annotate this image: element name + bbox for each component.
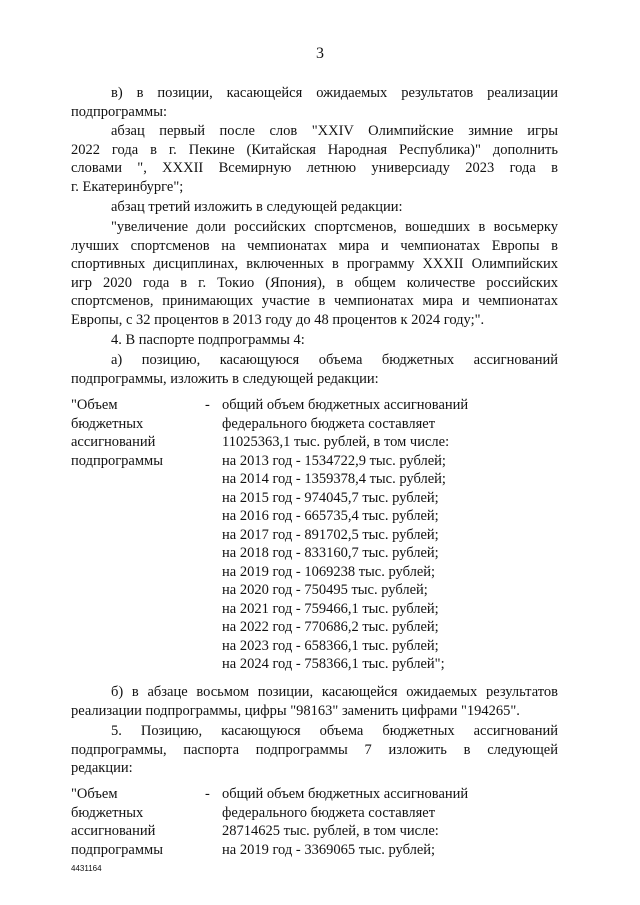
paragraph-first-line-4: г. Екатеринбурге"; (71, 178, 184, 195)
table2-value-line: федерального бюджета составляет (222, 804, 436, 821)
paragraph-b-line-2: реализации подпрограммы, цифры "98163" заменить цифрами "194265". (71, 702, 520, 719)
paragraph-b-line-1: б) в абзаце восьмом позиции, касающейся ожидаемых результатов (111, 684, 558, 700)
table2-label-line: подпрограммы (71, 841, 163, 858)
paragraph-first-line-3: словами ", XXXII Всемирную летнюю универсиаду 2023 года в (71, 160, 558, 176)
page-number: 3 (316, 45, 324, 62)
table2-label-line: ассигнований (71, 823, 156, 839)
table1-value-line: на 2013 год - 1534722,9 тыс. рублей; (222, 452, 446, 469)
table1-value-line: федерального бюджета составляет (222, 415, 436, 432)
paragraph-v-line-2: подпрограммы: (71, 103, 167, 120)
table2-label-line: "Объем (71, 786, 118, 802)
table1-value-line: на 2022 год - 770686,2 тыс. рублей; (222, 619, 439, 635)
quote-line-2: лучших спортсменов на чемпионатах мира и чемпионатах Европы в (71, 237, 558, 254)
paragraph-v-line-1: в) в позиции, касающейся ожидаемых результатов реализации (111, 85, 558, 101)
paragraph-first-line-2: 2022 года в г. Пекине (Китайская Народная Республика)" дополнить (71, 141, 558, 158)
table2-value-line: общий объем бюджетных ассигнований (222, 786, 469, 802)
table2-dash: - (205, 786, 210, 802)
table1-label-line: ассигнований (71, 434, 156, 450)
table1-value-line: на 2014 год - 1359378,4 тыс. рублей; (222, 471, 446, 487)
table1-label-line: бюджетных (71, 415, 144, 432)
paragraph-third-line-1: абзац третий изложить в следующей редакции: (111, 199, 403, 215)
quote-line-1: "увеличение доли российских спортсменов, вошедших в восьмерку (111, 219, 558, 235)
paragraph-a-line-1: а) позицию, касающуюся объема бюджетных ассигнований (111, 352, 558, 368)
table1-value-line: на 2018 год - 833160,7 тыс. рублей; (222, 545, 439, 561)
table1-value-line: на 2023 год - 658366,1 тыс. рублей; (222, 637, 439, 654)
table2-label-line: бюджетных (71, 804, 144, 821)
table1-value-line: на 2016 год - 665735,4 тыс. рублей; (222, 508, 439, 524)
paragraph-first-line-1: абзац первый после слов "XXIV Олимпийские зимние игры (111, 123, 558, 139)
table1-value-line: на 2017 год - 891702,5 тыс. рублей; (222, 526, 439, 543)
table1-label-line: "Объем (71, 397, 118, 413)
section-5-line-1: 5. Позицию, касающуюся объема бюджетных ассигнований (111, 723, 558, 739)
table1-value-line: 11025363,1 тыс. рублей, в том числе: (222, 434, 450, 450)
section-5-line-2: подпрограммы, паспорта подпрограммы 7 изложить в следующей (71, 741, 558, 758)
section-4-heading: 4. В паспорте подпрограммы 4: (111, 332, 305, 348)
quote-line-5: спортсменов, принимающих участие в чемпионатах мира и чемпионатах (71, 293, 558, 309)
quote-line-6: Европы, с 32 процентов в 2013 году до 48 процентов к 2024 году;". (71, 311, 485, 328)
table1-value-line: на 2015 год - 974045,7 тыс. рублей; (222, 489, 439, 506)
table1-value-line: на 2021 год - 759466,1 тыс. рублей; (222, 600, 439, 617)
table2-value-line: 28714625 тыс. рублей, в том числе: (222, 823, 439, 839)
table1-label-line: подпрограммы (71, 452, 163, 469)
quote-line-4: игр 2020 года в г. Токио (Япония), в общем количестве российских (71, 274, 558, 291)
table1-dash: - (205, 397, 210, 413)
quote-line-3: спортивных дисциплинах, включенных в программу XXXII Олимпийских (71, 256, 558, 272)
table1-value-line: общий объем бюджетных ассигнований (222, 397, 469, 413)
section-5-line-3: редакции: (71, 760, 133, 776)
document-code: 4431164 (71, 864, 102, 873)
table2-value-line: на 2019 год - 3369065 тыс. рублей; (222, 841, 436, 858)
paragraph-a-line-2: подпрограммы, изложить в следующей редакции: (71, 370, 379, 387)
table1-value-line: на 2020 год - 750495 тыс. рублей; (222, 582, 428, 598)
table1-value-line: на 2024 год - 758366,1 тыс. рублей"; (222, 656, 445, 672)
table1-value-line: на 2019 год - 1069238 тыс. рублей; (222, 563, 436, 580)
